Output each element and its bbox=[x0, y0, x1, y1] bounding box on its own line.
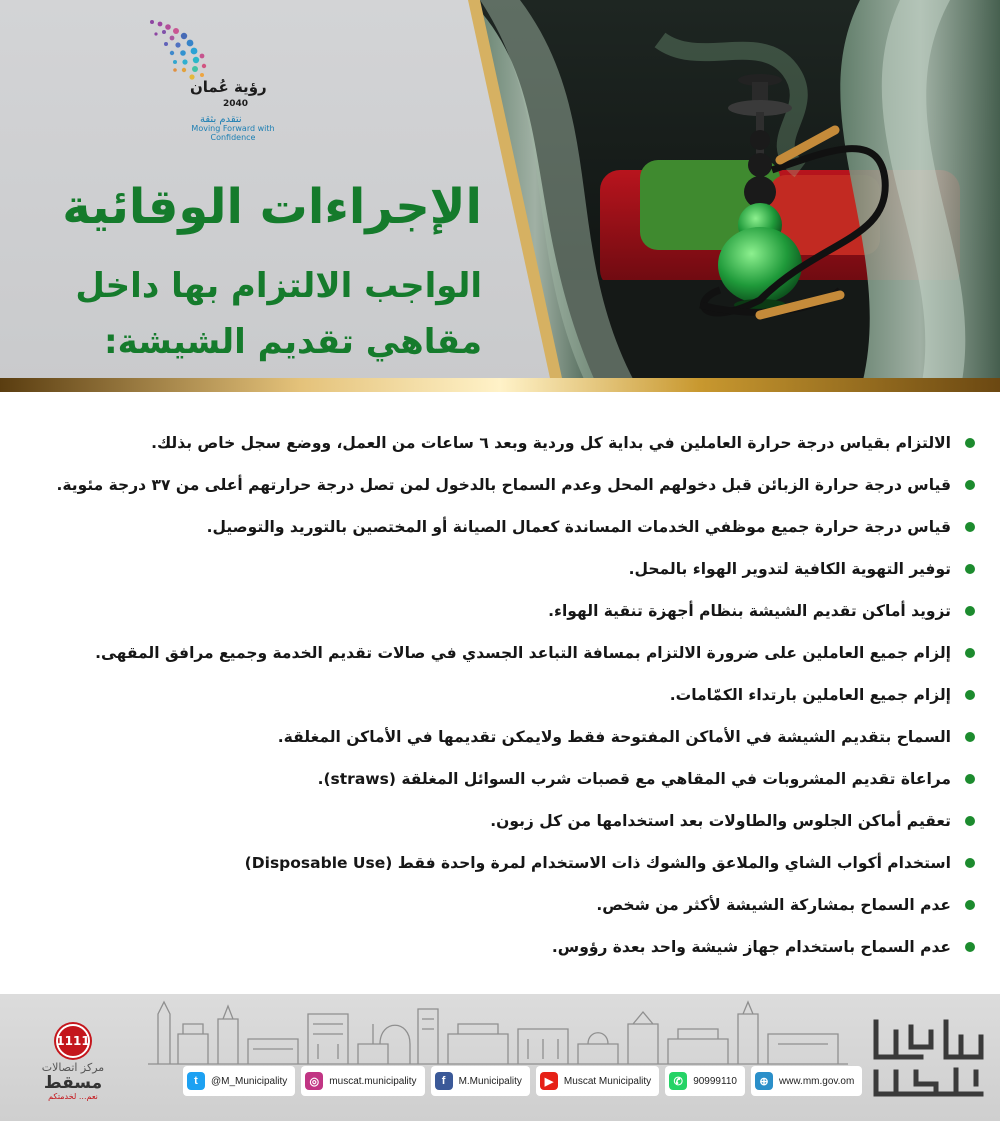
bullet-icon bbox=[965, 480, 975, 490]
globe-icon: ⊕ bbox=[755, 1072, 773, 1090]
list-item bbox=[30, 632, 975, 674]
bullet-icon bbox=[965, 732, 975, 742]
measure-text: تعقيم أماكن الجلوس والطاولات بعد استخدامها من كل زبون. bbox=[490, 812, 951, 830]
hotline-label-sub: نعم... لخدمتكم bbox=[48, 1092, 98, 1101]
measure-text: استخدام أكواب الشاي والملاعق والشوك ذات الاستخدام لمرة واحدة فقط (Disposable Use) bbox=[244, 854, 951, 872]
measure-text: الالتزام بقياس درجة حرارة العاملين في بداية كل وردية وبعد ٦ ساعات من العمل، ووضع سجل خاص بذلك. bbox=[151, 434, 951, 452]
measure-text: عدم السماح باستخدام جهاز شيشة واحد بعدة رؤوس. bbox=[551, 938, 951, 956]
page-title: الإجراءات الوقائية bbox=[62, 179, 482, 235]
list-item bbox=[30, 674, 975, 716]
social-link-instagram[interactable] bbox=[301, 1066, 424, 1096]
hotline-label-top: مركز اتصالات bbox=[41, 1061, 105, 1074]
social-link-label: 90999110 bbox=[693, 1075, 737, 1087]
measure-text: قياس درجة حرارة جميع موظفي الخدمات المساندة كعمال الصيانة أو المختصين بالتوريد والتوصيل. bbox=[206, 518, 951, 536]
measure-text: عدم السماح بمشاركة الشيشة لأكثر من شخص. bbox=[596, 896, 951, 914]
measure-text: إلزام جميع العاملين بارتداء الكمّامات. bbox=[669, 686, 951, 704]
list-item bbox=[30, 506, 975, 548]
hotline-number-badge: 1111 bbox=[56, 1024, 90, 1058]
page-subtitle bbox=[12, 258, 482, 370]
subtitle-line-1: الواجب الالتزام بها داخل bbox=[75, 266, 482, 306]
list-item bbox=[30, 422, 975, 464]
vision-logo-arabic: رؤية عُمان bbox=[190, 78, 267, 96]
hotline-label-main: مسقط bbox=[43, 1073, 103, 1093]
measure-text: السماح بتقديم الشيشة في الأماكن المفتوحة فقط ولايمكن تقديمها في الأماكن المغلقة. bbox=[277, 728, 951, 746]
list-item bbox=[30, 464, 975, 506]
social-link-facebook[interactable] bbox=[431, 1066, 530, 1096]
measure-text: توفير التهوية الكافية لتدوير الهواء بالمحل. bbox=[628, 560, 951, 578]
bullet-icon bbox=[965, 816, 975, 826]
subtitle-line-2: مقاهي تقديم الشيشة: bbox=[104, 322, 482, 362]
bullet-icon bbox=[965, 858, 975, 868]
twitter-icon: t bbox=[187, 1072, 205, 1090]
bullet-icon bbox=[965, 774, 975, 784]
bullet-icon bbox=[965, 522, 975, 532]
bullet-icon bbox=[965, 564, 975, 574]
measure-text: مراعاة تقديم المشروبات في المقاهي مع قصبات شرب السوائل المغلقة (straws). bbox=[317, 770, 951, 788]
vision-logo-year: 2040 bbox=[223, 99, 249, 109]
vision-tagline-arabic: نتقدم بثقة bbox=[200, 114, 242, 125]
bullet-icon bbox=[965, 438, 975, 448]
list-item bbox=[30, 758, 975, 800]
list-item bbox=[30, 926, 975, 968]
call-center-logo bbox=[18, 1024, 128, 1109]
social-link-label: www.mm.gov.om bbox=[778, 1075, 855, 1087]
instagram-icon: ◎ bbox=[305, 1072, 323, 1090]
vision-tagline-english: Moving Forward with Confidence bbox=[191, 124, 275, 142]
social-link-label: muscat.municipality bbox=[329, 1075, 417, 1087]
social-links bbox=[183, 1064, 862, 1098]
whatsapp-icon: ✆ bbox=[669, 1072, 687, 1090]
list-item bbox=[30, 842, 975, 884]
bullet-icon bbox=[965, 690, 975, 700]
social-link-whatsapp[interactable] bbox=[665, 1066, 745, 1096]
list-item bbox=[30, 548, 975, 590]
bullet-icon bbox=[965, 648, 975, 658]
bullet-icon bbox=[965, 606, 975, 616]
social-link-twitter[interactable] bbox=[183, 1066, 295, 1096]
measure-text: تزويد أماكن تقديم الشيشة بنظام أجهزة تنقية الهواء. bbox=[548, 602, 951, 620]
measure-text: قياس درجة حرارة الزبائن قبل دخولهم المحل وعدم السماح بالدخول لمن تصل درجة حرارتهم أعلى من ٣٧ درجة مئوية. bbox=[56, 476, 951, 494]
social-link-youtube[interactable] bbox=[536, 1066, 659, 1096]
list-item bbox=[30, 800, 975, 842]
header-banner bbox=[0, 0, 1000, 392]
list-item bbox=[30, 716, 975, 758]
social-link-label: @M_Municipality bbox=[211, 1075, 288, 1087]
muscat-municipality-logo-icon bbox=[866, 1012, 991, 1102]
gold-divider bbox=[0, 378, 1000, 392]
social-link-label: M.Municipality bbox=[458, 1075, 522, 1087]
facebook-icon: f bbox=[435, 1072, 453, 1090]
social-link-label: Muscat Municipality bbox=[563, 1075, 652, 1087]
bullet-icon bbox=[965, 900, 975, 910]
list-item bbox=[30, 590, 975, 632]
measures-list bbox=[30, 422, 975, 968]
youtube-icon: ▶ bbox=[540, 1072, 558, 1090]
footer bbox=[0, 994, 1000, 1121]
list-item bbox=[30, 884, 975, 926]
measure-text: إلزام جميع العاملين على ضرورة الالتزام بمسافة التباعد الجسدي في صالات تقديم الخدمة وجميع مرافق المقهى. bbox=[95, 644, 951, 662]
social-link-globe[interactable] bbox=[751, 1066, 862, 1096]
bullet-icon bbox=[965, 942, 975, 952]
